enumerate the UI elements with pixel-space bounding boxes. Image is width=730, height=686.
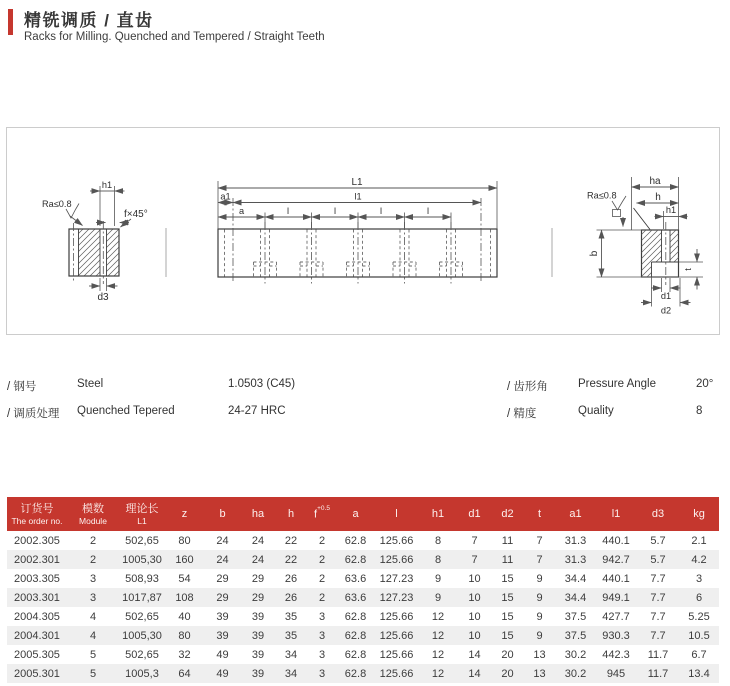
dim-label-h: h [655,192,661,203]
table-cell: 1017,87 [122,591,162,604]
table-cell: 125.66 [379,610,414,623]
table-cell: 2 [318,534,326,547]
table-cell: 35 [284,629,298,642]
table-cell: 7.7 [650,591,666,604]
col-header-ha: ha [241,497,275,531]
table-cell: 13 [533,648,546,661]
table-cell: 7.7 [650,629,666,642]
table-cell: 125.66 [379,629,414,642]
table-cell: 5 [89,648,97,661]
table-cell: 54 [178,572,191,585]
table-cell: 9 [536,610,543,623]
table-cell: 63.6 [344,572,367,585]
table-cell: 2 [89,534,97,547]
table-cell: 40 [178,610,191,623]
table-cell: 9 [536,629,543,642]
table-cell: 30.2 [564,667,587,680]
table-cell: 8 [434,534,442,547]
table-cell: 7 [471,553,478,566]
table-cell: 24 [251,553,265,566]
dim-label-h1-left: h1 [101,180,113,190]
spec-label-angle-en: Pressure Angle [578,378,656,390]
rack-holes [254,213,463,284]
table-cell: 62.8 [344,610,367,623]
table-cell: 4 [89,610,97,623]
table-cell: 6.7 [691,648,707,661]
col-header-h: h [275,497,307,531]
table-cell: 2004.305 [14,610,60,623]
table-cell: 125.66 [379,667,414,680]
col-header-order-en: The order no. [11,515,63,526]
table-cell: 942.7 [602,553,630,566]
table-cell: 11 [501,553,514,566]
table-cell: 24 [251,534,265,547]
spec-label-steel-en: Steel [77,378,104,390]
table-cell: 7 [536,553,543,566]
table-cell: 80 [178,534,191,547]
table-cell: 24 [216,553,229,566]
table-cell: 502,65 [125,610,159,623]
table-cell: 427.7 [602,610,630,623]
table-cell: 15 [501,629,514,642]
col-header-l1: l1 [595,497,637,531]
spec-value-angle: 20° [696,378,714,390]
table-cell: 80 [178,629,191,642]
dim-label-l: l [379,206,383,216]
col-header-d3: d3 [637,497,679,531]
table-cell: 440.1 [602,572,630,585]
table-cell: 3 [318,610,326,623]
table-cell: 945 [606,667,626,680]
dim-label-h1-right: h1 [665,205,677,215]
table-cell: 35 [284,610,298,623]
col-header-h1: h1 [419,497,457,531]
col-header-l: l [374,497,419,531]
table-cell: 930.3 [602,629,630,642]
table-cell: 2002.301 [14,553,60,566]
table-cell: 1005,3 [125,667,159,680]
table-cell: 13 [533,667,546,680]
spec-value-quality: 8 [696,405,703,417]
table-cell: 5.7 [650,534,666,547]
table-cell: 63.6 [344,591,367,604]
table-cell: 29 [216,591,229,604]
table-cell: 160 [175,553,194,566]
table-cell: 29 [251,591,265,604]
col-header-t: t [523,497,556,531]
table-cell: 108 [175,591,194,604]
dim-label-L1: L1 [351,177,363,188]
table-cell: 440.1 [602,534,630,547]
dim-label-d3: d3 [97,292,109,303]
table-cell: 4.2 [691,553,707,566]
table-row [7,664,719,683]
table-cell: 2 [318,572,326,585]
table-cell: 34 [284,667,298,680]
technical-drawing-box [6,127,720,335]
spec-label-quench-en: Quenched Tepered [77,405,175,417]
col-header-d2: d2 [492,497,523,531]
table-cell: 37.5 [564,610,587,623]
spec-label-quality-en: Quality [578,405,614,417]
table-cell: 2 [318,591,326,604]
accent-bar [8,9,13,35]
table-cell: 64 [178,667,191,680]
table-cell: 39 [216,610,229,623]
table-cell: 3 [695,572,703,585]
table-cell: 2005.305 [14,648,60,661]
dim-label-a1: a1 [220,191,231,202]
spec-label-steel-zh: / 钢号 [7,381,37,393]
table-cell: 12 [431,648,445,661]
dim-label-l: l [426,206,430,216]
table-cell: 10 [468,591,481,604]
table-cell: 14 [468,667,481,680]
table-cell: 11.7 [647,667,669,680]
table-cell: 15 [501,610,514,623]
table-cell: 10.5 [688,629,710,642]
table-cell: 2005.301 [14,667,60,680]
col-header-z: z [165,497,204,531]
table-cell: 7 [471,534,478,547]
dim-label-l1: l1 [354,191,362,202]
table-cell: 12 [431,629,445,642]
table-header-row [7,497,719,531]
table-cell: 10 [468,572,481,585]
dim-label-b: b [589,250,600,257]
spec-label-quality-zh: / 精度 [507,408,537,420]
table-cell: 20 [501,667,514,680]
table-cell: 37.5 [564,629,587,642]
table-cell: 62.8 [344,534,367,547]
table-cell: 39 [251,629,265,642]
spec-value-steel: 1.0503 (C45) [228,378,296,390]
table-cell: 9 [434,572,442,585]
table-cell: 24 [216,534,229,547]
dim-label-a: a [238,206,245,216]
table-cell: 12 [431,610,445,623]
table-cell: 6 [695,591,703,604]
table-cell: 3 [318,667,326,680]
dim-label-l: l [333,206,337,216]
table-cell: 20 [501,648,514,661]
table-cell: 9 [536,591,543,604]
table-row [7,531,719,550]
table-cell: 949.1 [602,591,630,604]
table-cell: 2003.305 [14,572,60,585]
table-cell: 2.1 [691,534,707,547]
col-header-order-zh: 订货号 [20,502,54,515]
table-cell: 31.3 [564,553,587,566]
table-cell: 62.8 [344,553,367,566]
col-header-kg: kg [679,497,719,531]
table-cell: 11 [501,534,514,547]
table-cell: 29 [216,572,229,585]
table-cell: 14 [468,648,481,661]
table-cell: 34.4 [564,572,587,585]
table-cell: 2002.305 [14,534,60,547]
surface-symbol-box [613,210,621,217]
roughness-label-right: Ra≤0.8 [587,190,617,201]
col-header-f-base: f [314,508,318,521]
col-header-length-zh: 理论长 [125,502,159,515]
table-cell: 2003.301 [14,591,60,604]
table-cell: 8 [434,553,442,566]
col-header-b: b [204,497,241,531]
technical-drawing [7,128,719,334]
col-header-module-zh: 模数 [82,502,104,515]
col-header-f [307,497,337,531]
table-cell: 4 [89,629,97,642]
table-row [7,607,719,626]
table-cell: 62.8 [344,648,367,661]
table-cell: 34 [284,648,298,661]
right-section-view [587,176,703,316]
table-cell: 39 [251,667,265,680]
table-cell: 49 [216,648,229,661]
table-cell: 9 [434,591,442,604]
table-body [7,531,719,683]
table-cell: 2004.301 [14,629,60,642]
table-cell: 125.66 [379,553,414,566]
table-cell: 39 [216,629,229,642]
table-cell: 3 [89,572,97,585]
page-title-zh: 精铣调质 / 直齿 [24,11,154,30]
table-cell: 5 [89,667,97,680]
col-header-length [119,497,165,531]
table-cell: 10 [468,610,481,623]
table-cell: 2 [89,553,97,566]
roughness-label-left: Ra≤0.8 [42,199,72,209]
table-cell: 11.7 [647,648,669,661]
table-cell: 502,65 [125,534,159,547]
col-header-a: a [337,497,374,531]
table-row [7,626,719,645]
table-cell: 30.2 [564,648,587,661]
table-cell: 1005,30 [122,629,162,642]
col-header-module-en: Module [79,515,107,526]
table-cell: 3 [89,591,97,604]
table-cell: 127.23 [379,572,414,585]
table-cell: 9 [536,572,543,585]
table-cell: 125.66 [379,534,414,547]
product-table [7,497,719,683]
table-cell: 34.4 [564,591,587,604]
col-header-d1: d1 [457,497,492,531]
table-cell: 3 [318,648,326,661]
left-section-view [42,180,148,303]
table-cell: 7 [536,534,543,547]
spec-label-angle-zh: / 齿形角 [507,381,548,393]
spec-value-quench: 24-27 HRC [228,405,286,417]
table-cell: 12 [431,667,445,680]
col-header-f-tolerance: +0.5 [317,504,330,512]
table-cell: 13.4 [688,667,710,680]
table-cell: 127.23 [379,591,414,604]
table-cell: 502,65 [125,648,159,661]
table-cell: 7.7 [650,572,666,585]
table-cell: 22 [284,553,298,566]
col-header-module [67,497,119,531]
table-cell: 62.8 [344,629,367,642]
table-cell: 31.3 [564,534,587,547]
table-cell: 26 [284,591,298,604]
table-cell: 2 [318,553,326,566]
table-cell: 125.66 [379,648,414,661]
table-row [7,550,719,569]
col-header-length-en: L1 [137,515,147,526]
table-cell: 49 [216,667,229,680]
table-cell: 442.3 [602,648,630,661]
table-cell: 15 [501,572,514,585]
dim-label-t: t [683,268,693,271]
dim-label-f45: f×45° [124,209,148,220]
dim-label-ha: ha [649,176,661,187]
table-cell: 62.8 [344,667,367,680]
table-cell: 508,93 [125,572,159,585]
table-row [7,588,719,607]
table-cell: 1005,30 [122,553,162,566]
table-cell: 26 [284,572,298,585]
col-header-a1: a1 [556,497,595,531]
table-cell: 7.7 [650,610,666,623]
col-header-order-no [7,497,67,531]
dim-label-l: l [286,206,290,216]
table-cell: 15 [501,591,514,604]
table-cell: 29 [251,572,265,585]
table-cell: 3 [318,629,326,642]
table-cell: 39 [251,648,265,661]
table-cell: 10 [468,629,481,642]
table-cell: 5.25 [688,610,710,623]
spec-label-quench-zh: / 调质处理 [7,408,60,420]
table-cell: 22 [284,534,298,547]
table-cell: 39 [251,610,265,623]
table-cell: 32 [178,648,191,661]
page-title-en: Racks for Milling. Quenched and Tempered / Straight Teeth [24,31,325,43]
table-row [7,569,719,588]
table-row [7,645,719,664]
table-cell: 5.7 [650,553,666,566]
dim-label-d2: d2 [660,305,672,316]
dim-label-d1: d1 [660,291,672,301]
